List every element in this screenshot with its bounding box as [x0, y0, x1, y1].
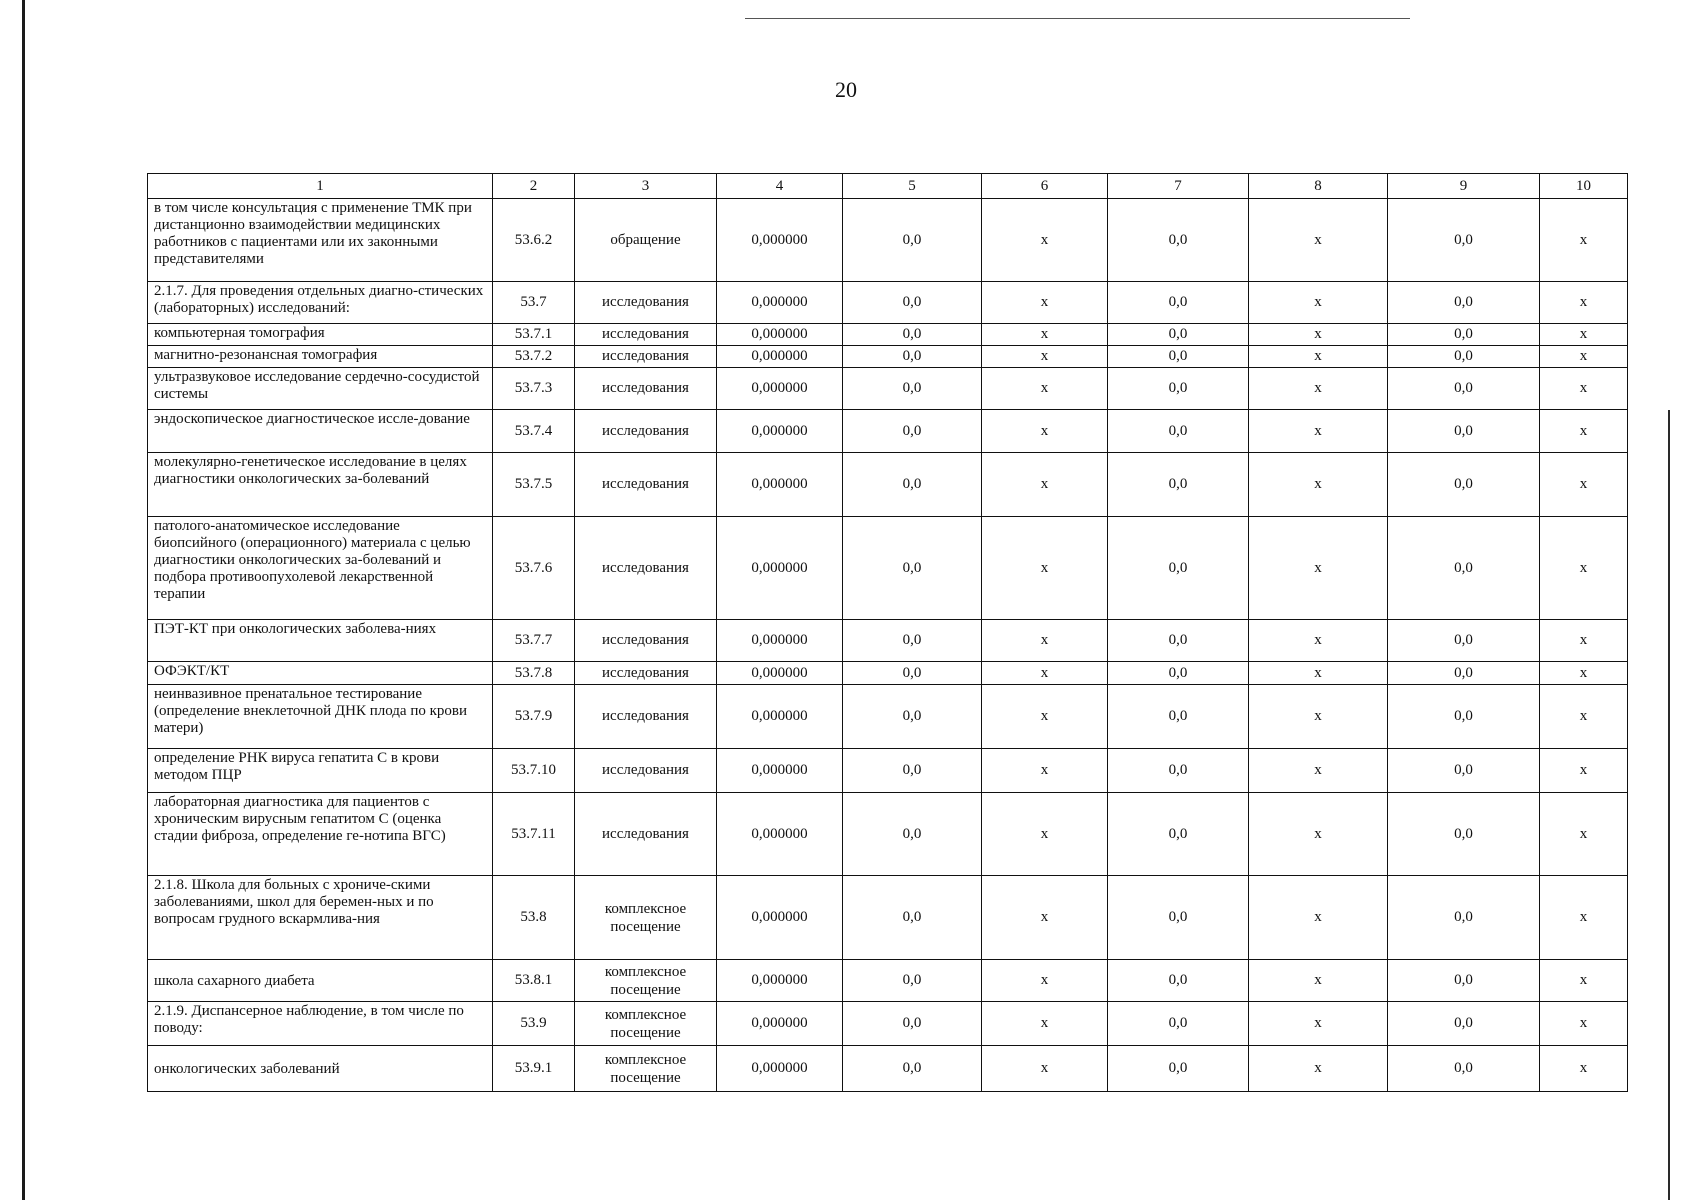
row-name: ПЭТ-КТ при онкологических заболева-ниях: [148, 620, 493, 662]
row-value-c4: 0,000000: [717, 517, 843, 620]
row-name: 2.1.9. Диспансерное наблюдение, в том числе по поводу:: [148, 1002, 493, 1046]
row-code: 53.7.10: [493, 749, 575, 793]
row-value-c6: х: [982, 346, 1108, 368]
row-value-c8: х: [1249, 685, 1388, 749]
row-value-c5: 0,0: [843, 453, 982, 517]
row-value-c4: 0,000000: [717, 620, 843, 662]
row-value-c7: 0,0: [1108, 1046, 1249, 1092]
column-header: 9: [1388, 174, 1540, 199]
table-row: [148, 662, 1628, 685]
row-value-c4: 0,000000: [717, 199, 843, 282]
row-value-c8: х: [1249, 793, 1388, 876]
row-code: 53.8.1: [493, 960, 575, 1002]
row-value-c7: 0,0: [1108, 282, 1249, 324]
row-value-c5: 0,0: [843, 1046, 982, 1092]
row-name: лабораторная диагностика для пациентов с хроническим вирусным гепатитом С (оценка стадии фиброза, определение ге-нотипа ВГС): [148, 793, 493, 876]
row-value-c9: 0,0: [1388, 1046, 1540, 1092]
row-value-c6: х: [982, 620, 1108, 662]
row-value-c8: х: [1249, 199, 1388, 282]
row-value-c8: х: [1249, 876, 1388, 960]
row-code: 53.7.5: [493, 453, 575, 517]
row-value-c7: 0,0: [1108, 410, 1249, 453]
row-value-c10: х: [1540, 368, 1628, 410]
row-value-c8: х: [1249, 1002, 1388, 1046]
row-value-c7: 0,0: [1108, 453, 1249, 517]
table-row: [148, 346, 1628, 368]
row-value-c6: х: [982, 876, 1108, 960]
row-unit: исследования: [575, 368, 717, 410]
row-value-c6: х: [982, 749, 1108, 793]
row-value-c4: 0,000000: [717, 876, 843, 960]
row-code: 53.7.4: [493, 410, 575, 453]
row-value-c6: х: [982, 662, 1108, 685]
row-value-c8: х: [1249, 749, 1388, 793]
row-value-c9: 0,0: [1388, 685, 1540, 749]
row-value-c9: 0,0: [1388, 282, 1540, 324]
row-code: 53.8: [493, 876, 575, 960]
row-unit: комплексное посещение: [575, 960, 717, 1002]
row-value-c7: 0,0: [1108, 199, 1249, 282]
header-row: [148, 174, 1628, 199]
row-unit: исследования: [575, 282, 717, 324]
row-value-c10: х: [1540, 749, 1628, 793]
row-unit: исследования: [575, 685, 717, 749]
row-value-c7: 0,0: [1108, 876, 1249, 960]
row-value-c9: 0,0: [1388, 1002, 1540, 1046]
row-value-c5: 0,0: [843, 368, 982, 410]
row-value-c9: 0,0: [1388, 876, 1540, 960]
row-code: 53.7.7: [493, 620, 575, 662]
row-code: 53.7.6: [493, 517, 575, 620]
row-value-c4: 0,000000: [717, 1002, 843, 1046]
row-value-c4: 0,000000: [717, 453, 843, 517]
row-value-c9: 0,0: [1388, 199, 1540, 282]
row-value-c8: х: [1249, 620, 1388, 662]
row-value-c9: 0,0: [1388, 346, 1540, 368]
row-code: 53.7.2: [493, 346, 575, 368]
row-unit: исследования: [575, 749, 717, 793]
row-value-c7: 0,0: [1108, 346, 1249, 368]
row-value-c10: х: [1540, 199, 1628, 282]
row-unit: исследования: [575, 662, 717, 685]
row-unit: комплексное посещение: [575, 1046, 717, 1092]
row-value-c4: 0,000000: [717, 324, 843, 346]
row-unit: комплексное посещение: [575, 876, 717, 960]
row-value-c4: 0,000000: [717, 346, 843, 368]
row-value-c9: 0,0: [1388, 793, 1540, 876]
row-value-c4: 0,000000: [717, 793, 843, 876]
row-value-c5: 0,0: [843, 410, 982, 453]
row-value-c5: 0,0: [843, 876, 982, 960]
row-value-c8: х: [1249, 324, 1388, 346]
row-code: 53.9.1: [493, 1046, 575, 1092]
row-value-c9: 0,0: [1388, 960, 1540, 1002]
table-row: [148, 517, 1628, 620]
row-value-c10: х: [1540, 453, 1628, 517]
column-header: 5: [843, 174, 982, 199]
row-value-c10: х: [1540, 876, 1628, 960]
row-name: ультразвуковое исследование сердечно-сосудистой системы: [148, 368, 493, 410]
row-value-c5: 0,0: [843, 620, 982, 662]
row-value-c5: 0,0: [843, 685, 982, 749]
row-value-c9: 0,0: [1388, 410, 1540, 453]
row-value-c7: 0,0: [1108, 662, 1249, 685]
row-value-c10: х: [1540, 793, 1628, 876]
row-value-c6: х: [982, 199, 1108, 282]
row-name: 2.1.7. Для проведения отдельных диагно-стических (лабораторных) исследований:: [148, 282, 493, 324]
row-unit: исследования: [575, 346, 717, 368]
row-name: магнитно-резонансная томография: [148, 346, 493, 368]
row-value-c6: х: [982, 410, 1108, 453]
row-value-c6: х: [982, 282, 1108, 324]
table-row: [148, 876, 1628, 960]
row-value-c5: 0,0: [843, 324, 982, 346]
row-name: неинвазивное пренатальное тестирование (определение внеклеточной ДНК плода по крови матери): [148, 685, 493, 749]
row-name: 2.1.8. Школа для больных с хрониче-скими заболеваниями, школ для беремен-ных и по вопросам грудного вскармлива-ния: [148, 876, 493, 960]
column-header: 3: [575, 174, 717, 199]
row-value-c7: 0,0: [1108, 685, 1249, 749]
row-unit: исследования: [575, 324, 717, 346]
row-value-c8: х: [1249, 346, 1388, 368]
row-value-c7: 0,0: [1108, 1002, 1249, 1046]
row-value-c4: 0,000000: [717, 368, 843, 410]
row-unit: исследования: [575, 453, 717, 517]
row-value-c9: 0,0: [1388, 368, 1540, 410]
row-value-c5: 0,0: [843, 199, 982, 282]
table-row: [148, 960, 1628, 1002]
row-name: компьютерная томография: [148, 324, 493, 346]
row-value-c10: х: [1540, 517, 1628, 620]
column-header: 2: [493, 174, 575, 199]
row-value-c5: 0,0: [843, 793, 982, 876]
row-unit: исследования: [575, 620, 717, 662]
column-header: 10: [1540, 174, 1628, 199]
row-name: патолого-анатомическое исследование биопсийного (операционного) материала с целью диагностики онкологических за-болеваний и подбора противоопухолевой лекарственной терапии: [148, 517, 493, 620]
row-value-c6: х: [982, 517, 1108, 620]
table-row: [148, 199, 1628, 282]
row-name: эндоскопическое диагностическое иссле-дование: [148, 410, 493, 453]
row-value-c8: х: [1249, 960, 1388, 1002]
row-value-c4: 0,000000: [717, 410, 843, 453]
scan-right-edge: [1668, 410, 1670, 1200]
row-value-c7: 0,0: [1108, 517, 1249, 620]
row-value-c10: х: [1540, 346, 1628, 368]
column-header: 1: [148, 174, 493, 199]
row-value-c7: 0,0: [1108, 749, 1249, 793]
column-header: 7: [1108, 174, 1249, 199]
row-name: молекулярно-генетическое исследование в целях диагностики онкологических за-болеваний: [148, 453, 493, 517]
row-name: школа сахарного диабета: [148, 960, 493, 1002]
table-row: [148, 1002, 1628, 1046]
page-number: 20: [835, 77, 857, 102]
column-header: 6: [982, 174, 1108, 199]
table-row: [148, 1046, 1628, 1092]
row-value-c8: х: [1249, 662, 1388, 685]
row-value-c6: х: [982, 368, 1108, 410]
row-value-c7: 0,0: [1108, 368, 1249, 410]
row-value-c4: 0,000000: [717, 749, 843, 793]
row-unit: исследования: [575, 517, 717, 620]
row-value-c8: х: [1249, 410, 1388, 453]
top-rule: [745, 18, 1410, 19]
row-value-c10: х: [1540, 282, 1628, 324]
table-row: [148, 749, 1628, 793]
column-header: 4: [717, 174, 843, 199]
row-value-c6: х: [982, 793, 1108, 876]
row-value-c10: х: [1540, 410, 1628, 453]
row-name: в том числе консультация с применение ТМК при дистанционно взаимодействии медицинских работников с пациентами или их законными представителями: [148, 199, 493, 282]
column-header: 8: [1249, 174, 1388, 199]
row-value-c9: 0,0: [1388, 662, 1540, 685]
row-code: 53.7.1: [493, 324, 575, 346]
row-value-c10: х: [1540, 662, 1628, 685]
row-unit: комплексное посещение: [575, 1002, 717, 1046]
row-value-c8: х: [1249, 282, 1388, 324]
row-value-c5: 0,0: [843, 662, 982, 685]
row-value-c5: 0,0: [843, 960, 982, 1002]
row-value-c9: 0,0: [1388, 517, 1540, 620]
row-value-c5: 0,0: [843, 282, 982, 324]
row-value-c5: 0,0: [843, 346, 982, 368]
row-value-c4: 0,000000: [717, 960, 843, 1002]
row-code: 53.7.11: [493, 793, 575, 876]
row-value-c6: х: [982, 960, 1108, 1002]
table-row: [148, 410, 1628, 453]
row-value-c6: х: [982, 685, 1108, 749]
row-value-c6: х: [982, 324, 1108, 346]
row-value-c7: 0,0: [1108, 793, 1249, 876]
table-row: [148, 685, 1628, 749]
row-value-c8: х: [1249, 1046, 1388, 1092]
row-value-c7: 0,0: [1108, 620, 1249, 662]
table-row: [148, 620, 1628, 662]
table-row: [148, 793, 1628, 876]
scan-left-edge: [22, 0, 25, 1200]
row-unit: исследования: [575, 793, 717, 876]
row-code: 53.9: [493, 1002, 575, 1046]
table-row: [148, 324, 1628, 346]
row-unit: исследования: [575, 410, 717, 453]
row-value-c6: х: [982, 1002, 1108, 1046]
row-value-c6: х: [982, 1046, 1108, 1092]
row-name: определение РНК вируса гепатита С в крови методом ПЦР: [148, 749, 493, 793]
row-value-c9: 0,0: [1388, 324, 1540, 346]
row-unit: обращение: [575, 199, 717, 282]
row-name: онкологических заболеваний: [148, 1046, 493, 1092]
row-value-c5: 0,0: [843, 1002, 982, 1046]
row-code: 53.6.2: [493, 199, 575, 282]
table-row: [148, 368, 1628, 410]
row-value-c4: 0,000000: [717, 1046, 843, 1092]
row-value-c10: х: [1540, 1046, 1628, 1092]
row-value-c7: 0,0: [1108, 324, 1249, 346]
table-row: [148, 453, 1628, 517]
row-value-c5: 0,0: [843, 749, 982, 793]
row-value-c4: 0,000000: [717, 282, 843, 324]
row-value-c6: х: [982, 453, 1108, 517]
row-name: ОФЭКТ/КТ: [148, 662, 493, 685]
row-value-c8: х: [1249, 453, 1388, 517]
row-value-c7: 0,0: [1108, 960, 1249, 1002]
row-value-c9: 0,0: [1388, 749, 1540, 793]
row-value-c8: х: [1249, 368, 1388, 410]
row-value-c4: 0,000000: [717, 685, 843, 749]
row-code: 53.7.8: [493, 662, 575, 685]
row-value-c10: х: [1540, 685, 1628, 749]
row-value-c10: х: [1540, 960, 1628, 1002]
row-value-c8: х: [1249, 517, 1388, 620]
row-value-c10: х: [1540, 324, 1628, 346]
row-value-c4: 0,000000: [717, 662, 843, 685]
row-code: 53.7.9: [493, 685, 575, 749]
row-value-c5: 0,0: [843, 517, 982, 620]
row-value-c10: х: [1540, 620, 1628, 662]
row-value-c9: 0,0: [1388, 453, 1540, 517]
row-code: 53.7: [493, 282, 575, 324]
table-row: [148, 282, 1628, 324]
data-table: [147, 173, 1628, 1092]
row-value-c10: х: [1540, 1002, 1628, 1046]
row-code: 53.7.3: [493, 368, 575, 410]
row-value-c9: 0,0: [1388, 620, 1540, 662]
